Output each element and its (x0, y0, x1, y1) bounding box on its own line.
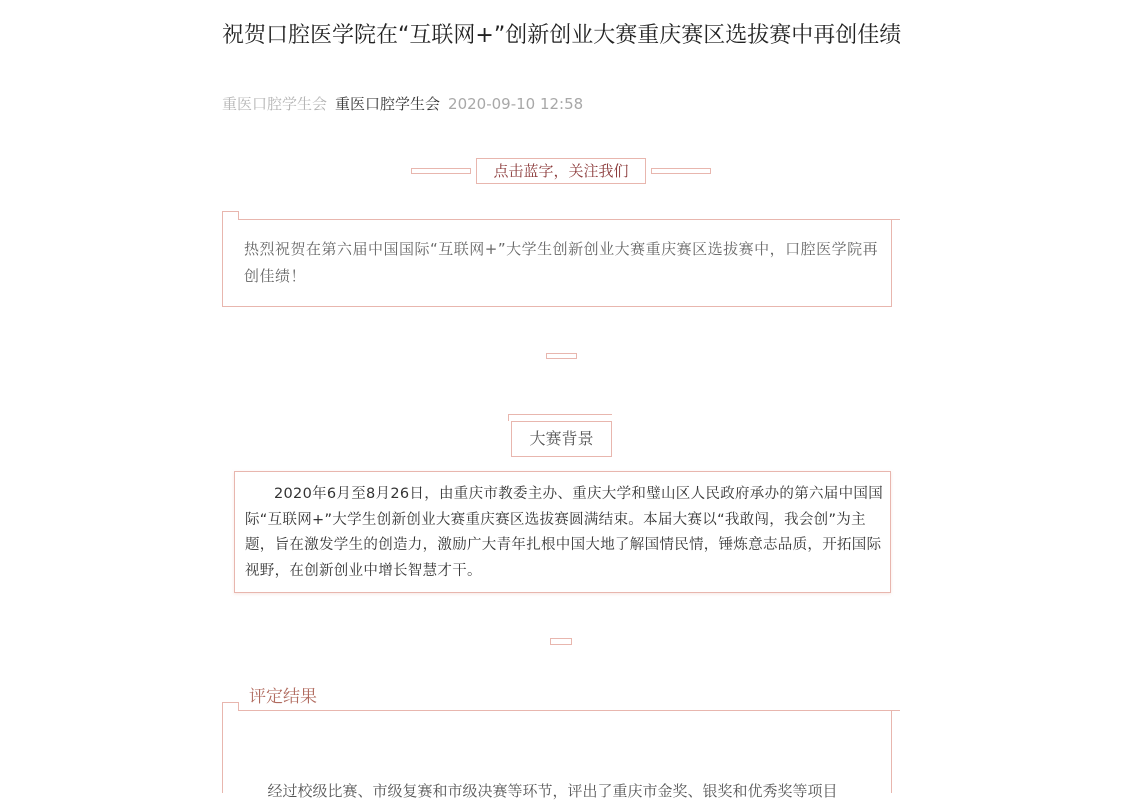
author-account-link[interactable]: 重医口腔学生会 (335, 95, 441, 113)
article-title: 祝贺口腔医学院在“互联网+”创新创业大赛重庆赛区选拔赛中再创佳绩 (222, 23, 902, 48)
heading-accent-line (508, 414, 612, 415)
decorative-bar-right (651, 168, 711, 174)
background-heading: 大赛背景 (511, 421, 612, 457)
article-meta (222, 93, 583, 114)
result-text: 经过校级比赛、市级复赛和市级决赛等环节，评出了重庆市金奖、银奖和优秀奖等项目 (267, 782, 838, 800)
heading-accent-tick (508, 414, 509, 421)
background-text: 2020年6月至8月26日，由重庆市教委主办、重庆大学和璧山区人民政府承办的第六届中国国际“互联网+”大学生创新创业大赛重庆赛区选拔赛圆满结束。本届大赛以“我敢闯，我会创”为主题，旨在激发学生的创造力，激励广大青年扎根中国大地了解国情民情，锤炼意志品质，开拓国际视野，在创新创业中增长智慧才干。 (245, 486, 883, 579)
intro-text: 热烈祝贺在第六届中国国际“互联网+”大学生创新创业大赛重庆赛区选拔赛中，口腔医学院再创佳绩！ (244, 240, 879, 285)
follow-banner[interactable]: 点击蓝字，关注我们 (476, 158, 646, 184)
publish-time: 2020-09-10 12:58 (448, 95, 584, 113)
source-account: 重医口腔学生会 (222, 95, 328, 113)
section-divider-2 (550, 638, 572, 645)
decorative-bar-left (411, 168, 471, 174)
result-heading: 评定结果 (249, 687, 317, 707)
section-divider (546, 353, 577, 359)
